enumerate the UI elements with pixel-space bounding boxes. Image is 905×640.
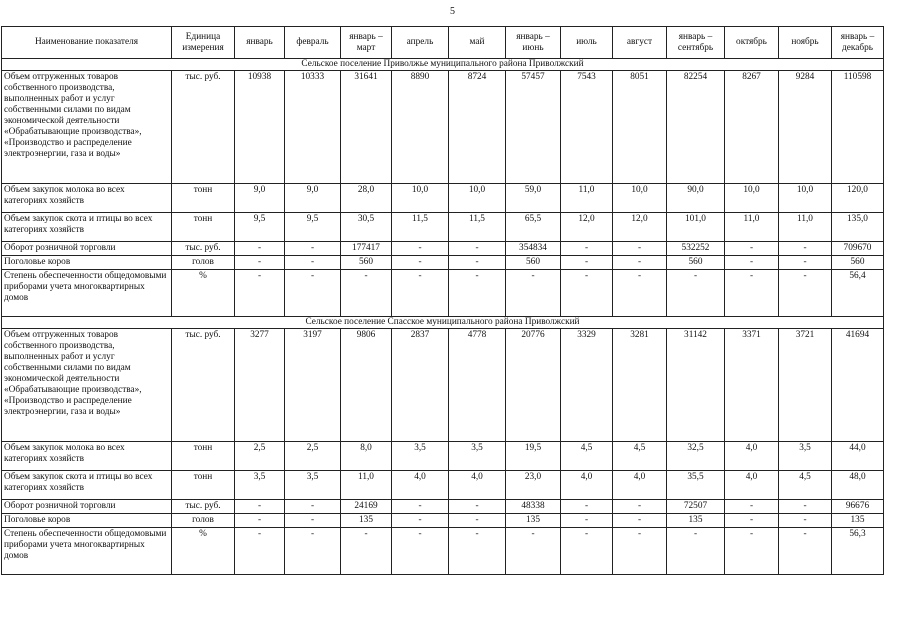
value-cell: -: [341, 528, 392, 575]
value-cell: -: [779, 270, 832, 317]
value-cell: 59,0: [506, 184, 561, 213]
value-cell: 90,0: [667, 184, 725, 213]
value-cell: -: [667, 528, 725, 575]
value-cell: 41694: [832, 329, 884, 442]
value-cell: 2,5: [285, 442, 341, 471]
value-cell: -: [561, 256, 613, 270]
value-cell: 57457: [506, 71, 561, 184]
table-row: [2, 213, 884, 242]
value-cell: 3281: [613, 329, 667, 442]
value-cell: 44,0: [832, 442, 884, 471]
value-cell: 3329: [561, 329, 613, 442]
value-cell: 19,5: [506, 442, 561, 471]
value-cell: 11,0: [341, 471, 392, 500]
column-header: май: [449, 27, 506, 59]
value-cell: -: [613, 256, 667, 270]
value-cell: -: [613, 528, 667, 575]
indicator-name: Объем отгруженных товаров собственного производства, выполненных работ и услуг собственными силами по видам экономической деятельности «Обрабатывающие производства», «Производство и распределение электроэнергии, газа и воды»: [2, 71, 172, 184]
value-cell: 135: [667, 514, 725, 528]
indicator-name: Поголовье коров: [2, 256, 172, 270]
value-cell: 3,5: [779, 442, 832, 471]
value-cell: 135: [341, 514, 392, 528]
value-cell: -: [779, 242, 832, 256]
value-cell: 56,4: [832, 270, 884, 317]
value-cell: 96676: [832, 500, 884, 514]
value-cell: 30,5: [341, 213, 392, 242]
page-number: 5: [450, 6, 455, 17]
value-cell: -: [235, 500, 285, 514]
value-cell: 10,0: [449, 184, 506, 213]
value-cell: -: [392, 514, 449, 528]
value-cell: -: [779, 514, 832, 528]
indicator-name: Объем закупок молока во всех категориях хозяйств: [2, 184, 172, 213]
value-cell: 10,0: [725, 184, 779, 213]
value-cell: 135: [832, 514, 884, 528]
value-cell: 20776: [506, 329, 561, 442]
column-header: ноябрь: [779, 27, 832, 59]
value-cell: 560: [667, 256, 725, 270]
table-row: [2, 184, 884, 213]
value-cell: -: [285, 270, 341, 317]
value-cell: 8890: [392, 71, 449, 184]
value-cell: -: [561, 528, 613, 575]
value-cell: 82254: [667, 71, 725, 184]
value-cell: 4,0: [725, 471, 779, 500]
indicator-name: Степень обеспеченности общедомовыми приборами учета многоквартирных домов: [2, 528, 172, 575]
value-cell: -: [285, 514, 341, 528]
value-cell: 65,5: [506, 213, 561, 242]
value-cell: -: [779, 500, 832, 514]
value-cell: 10,0: [392, 184, 449, 213]
column-header: февраль: [285, 27, 341, 59]
value-cell: -: [235, 242, 285, 256]
value-cell: 3,5: [449, 442, 506, 471]
value-cell: 8051: [613, 71, 667, 184]
value-cell: 4,0: [449, 471, 506, 500]
value-cell: -: [341, 270, 392, 317]
table-row: [2, 471, 884, 500]
value-cell: -: [449, 514, 506, 528]
unit-cell: тонн: [172, 213, 235, 242]
indicator-name: Объем закупок скота и птицы во всех категориях хозяйств: [2, 471, 172, 500]
value-cell: -: [667, 270, 725, 317]
value-cell: 12,0: [561, 213, 613, 242]
table-row: [2, 256, 884, 270]
value-cell: -: [285, 500, 341, 514]
value-cell: -: [725, 514, 779, 528]
value-cell: 9,0: [285, 184, 341, 213]
value-cell: 72507: [667, 500, 725, 514]
value-cell: 101,0: [667, 213, 725, 242]
value-cell: -: [285, 528, 341, 575]
value-cell: 8724: [449, 71, 506, 184]
value-cell: 3721: [779, 329, 832, 442]
value-cell: 24169: [341, 500, 392, 514]
value-cell: 10938: [235, 71, 285, 184]
value-cell: -: [392, 528, 449, 575]
value-cell: -: [561, 514, 613, 528]
unit-cell: тыс. руб.: [172, 500, 235, 514]
value-cell: 48,0: [832, 471, 884, 500]
table-row: [2, 514, 884, 528]
value-cell: 120,0: [832, 184, 884, 213]
unit-cell: голов: [172, 256, 235, 270]
value-cell: 32,5: [667, 442, 725, 471]
table-row: [2, 528, 884, 575]
value-cell: 8267: [725, 71, 779, 184]
value-cell: 4,0: [725, 442, 779, 471]
value-cell: -: [725, 528, 779, 575]
column-header: январь – сентябрь: [667, 27, 725, 59]
column-header: январь – июнь: [506, 27, 561, 59]
table-row: [2, 329, 884, 442]
indicators-table: [1, 26, 884, 575]
value-cell: -: [449, 500, 506, 514]
value-cell: -: [235, 514, 285, 528]
value-cell: -: [561, 270, 613, 317]
value-cell: 4,0: [613, 471, 667, 500]
value-cell: -: [613, 514, 667, 528]
indicator-name: Объем закупок молока во всех категориях хозяйств: [2, 442, 172, 471]
column-header: Единица измерения: [172, 27, 235, 59]
value-cell: 9,0: [235, 184, 285, 213]
value-cell: 48338: [506, 500, 561, 514]
value-cell: 10,0: [779, 184, 832, 213]
value-cell: 7543: [561, 71, 613, 184]
section-title: Сельское поселение Приволжье муниципального района Приволжский: [2, 59, 884, 71]
value-cell: 110598: [832, 71, 884, 184]
unit-cell: тонн: [172, 184, 235, 213]
value-cell: -: [285, 242, 341, 256]
value-cell: 23,0: [506, 471, 561, 500]
value-cell: -: [506, 528, 561, 575]
value-cell: 10333: [285, 71, 341, 184]
value-cell: 3,5: [235, 471, 285, 500]
indicator-name: Объем закупок скота и птицы во всех категориях хозяйств: [2, 213, 172, 242]
unit-cell: тыс. руб.: [172, 329, 235, 442]
column-header: январь: [235, 27, 285, 59]
header-row: [2, 27, 884, 59]
unit-cell: голов: [172, 514, 235, 528]
value-cell: 3197: [285, 329, 341, 442]
indicator-name: Оборот розничной торговли: [2, 242, 172, 256]
table-row: [2, 242, 884, 256]
table-row: [2, 500, 884, 514]
value-cell: -: [779, 256, 832, 270]
table-row: [2, 270, 884, 317]
indicator-name: Степень обеспеченности общедомовыми приборами учета многоквартирных домов: [2, 270, 172, 317]
value-cell: -: [506, 270, 561, 317]
column-header: октябрь: [725, 27, 779, 59]
value-cell: -: [613, 242, 667, 256]
value-cell: 11,5: [449, 213, 506, 242]
section-title: Сельское поселение Спасское муниципального района Приволжский: [2, 317, 884, 329]
unit-cell: тонн: [172, 471, 235, 500]
value-cell: -: [613, 270, 667, 317]
column-header: август: [613, 27, 667, 59]
value-cell: 12,0: [613, 213, 667, 242]
value-cell: 3371: [725, 329, 779, 442]
column-header: январь – декабрь: [832, 27, 884, 59]
value-cell: -: [392, 242, 449, 256]
value-cell: 4,5: [779, 471, 832, 500]
value-cell: 9,5: [235, 213, 285, 242]
value-cell: -: [392, 256, 449, 270]
value-cell: 177417: [341, 242, 392, 256]
value-cell: 3277: [235, 329, 285, 442]
value-cell: -: [285, 256, 341, 270]
value-cell: 709670: [832, 242, 884, 256]
table-row: [2, 442, 884, 471]
value-cell: -: [449, 270, 506, 317]
value-cell: 10,0: [613, 184, 667, 213]
value-cell: -: [449, 528, 506, 575]
value-cell: 2837: [392, 329, 449, 442]
indicator-name: Поголовье коров: [2, 514, 172, 528]
value-cell: -: [725, 242, 779, 256]
value-cell: -: [561, 242, 613, 256]
value-cell: 35,5: [667, 471, 725, 500]
value-cell: 56,3: [832, 528, 884, 575]
value-cell: -: [449, 256, 506, 270]
value-cell: 4778: [449, 329, 506, 442]
value-cell: -: [779, 528, 832, 575]
value-cell: 532252: [667, 242, 725, 256]
column-header: апрель: [392, 27, 449, 59]
value-cell: 11,5: [392, 213, 449, 242]
value-cell: -: [725, 500, 779, 514]
value-cell: 2,5: [235, 442, 285, 471]
column-header: июль: [561, 27, 613, 59]
unit-cell: тонн: [172, 442, 235, 471]
value-cell: 11,0: [725, 213, 779, 242]
value-cell: 560: [832, 256, 884, 270]
value-cell: 560: [506, 256, 561, 270]
value-cell: -: [613, 500, 667, 514]
value-cell: 31142: [667, 329, 725, 442]
section-header-row: [2, 317, 884, 329]
value-cell: 28,0: [341, 184, 392, 213]
unit-cell: %: [172, 270, 235, 317]
value-cell: -: [725, 256, 779, 270]
value-cell: -: [235, 270, 285, 317]
column-header: январь – март: [341, 27, 392, 59]
indicator-name: Объем отгруженных товаров собственного производства, выполненных работ и услуг собственными силами по видам экономической деятельности «Обрабатывающие производства», «Производство и распределение электроэнергии, газа и воды»: [2, 329, 172, 442]
value-cell: 9,5: [285, 213, 341, 242]
value-cell: -: [235, 256, 285, 270]
value-cell: 135,0: [832, 213, 884, 242]
value-cell: 4,0: [561, 471, 613, 500]
value-cell: -: [235, 528, 285, 575]
value-cell: -: [392, 500, 449, 514]
value-cell: 11,0: [779, 213, 832, 242]
value-cell: 354834: [506, 242, 561, 256]
value-cell: -: [561, 500, 613, 514]
table-row: [2, 71, 884, 184]
value-cell: 11,0: [561, 184, 613, 213]
value-cell: 31641: [341, 71, 392, 184]
value-cell: -: [725, 270, 779, 317]
value-cell: 8,0: [341, 442, 392, 471]
value-cell: 560: [341, 256, 392, 270]
value-cell: 9806: [341, 329, 392, 442]
value-cell: -: [449, 242, 506, 256]
value-cell: 135: [506, 514, 561, 528]
unit-cell: тыс. руб.: [172, 71, 235, 184]
value-cell: 4,0: [392, 471, 449, 500]
value-cell: 4,5: [613, 442, 667, 471]
unit-cell: тыс. руб.: [172, 242, 235, 256]
value-cell: -: [392, 270, 449, 317]
value-cell: 3,5: [392, 442, 449, 471]
value-cell: 3,5: [285, 471, 341, 500]
table-body: [2, 59, 884, 575]
section-header-row: [2, 59, 884, 71]
unit-cell: %: [172, 528, 235, 575]
value-cell: 4,5: [561, 442, 613, 471]
column-header: Наименование показателя: [2, 27, 172, 59]
value-cell: 9284: [779, 71, 832, 184]
indicator-name: Оборот розничной торговли: [2, 500, 172, 514]
